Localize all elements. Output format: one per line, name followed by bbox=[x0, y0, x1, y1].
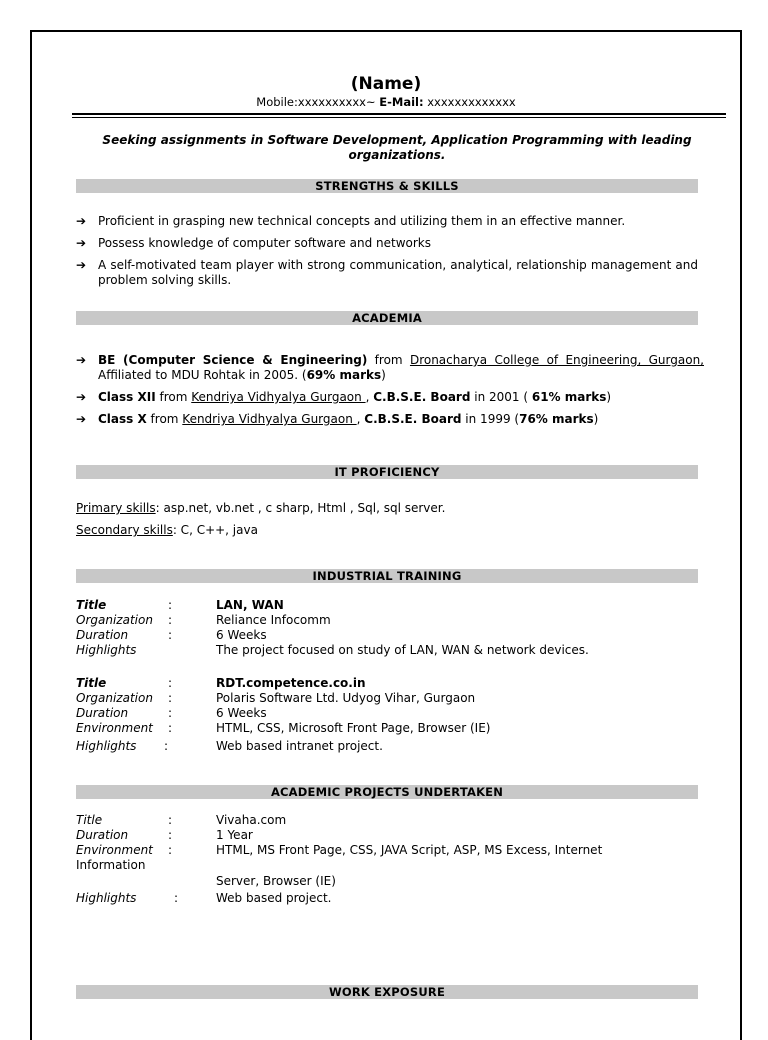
be-entry: BE (Computer Science & Engineering) from Dronacharya College of Engineering, Gurgaon, Affiliated to MDU Rohtak in 2005. (69% marks) bbox=[98, 353, 704, 382]
list-item bbox=[76, 353, 704, 383]
xii-entry: Class XII from Kendriya Vidhyalya Gurgaon , C.B.S.E. Board in 2001 ( 61% marks) bbox=[98, 390, 612, 404]
arrow-icon: ➔ bbox=[76, 412, 87, 426]
section-strengths: STRENGTHS & SKILLS bbox=[76, 179, 698, 193]
x-entry: Class X from Kendriya Vidhyalya Gurgaon , C.B.S.E. Board in 1999 (76% marks) bbox=[98, 412, 599, 426]
secondary-skills: Secondary skills: C, C++, java bbox=[76, 523, 258, 537]
list-item bbox=[76, 214, 698, 229]
list-item bbox=[76, 412, 698, 427]
strength-text: Proficient in grasping new technical concepts and utilizing them in an effective manner. bbox=[98, 214, 626, 228]
arrow-icon: ➔ bbox=[76, 258, 87, 272]
list-item bbox=[76, 258, 698, 288]
arrow-icon: ➔ bbox=[76, 214, 87, 228]
college-link: Dronacharya College of Engineering, Gurgaon, bbox=[409, 353, 704, 367]
list-item bbox=[76, 390, 698, 405]
strength-text: Possess knowledge of computer software and networks bbox=[98, 236, 432, 250]
contact-line bbox=[32, 95, 740, 109]
section-industrial-training: INDUSTRIAL TRAINING bbox=[76, 569, 698, 583]
mobile-value: xxxxxxxxxx~ bbox=[297, 95, 380, 109]
arrow-icon: ➔ bbox=[76, 353, 87, 367]
candidate-name: (Name) bbox=[350, 74, 422, 94]
section-academia: ACADEMIA bbox=[76, 311, 698, 325]
strength-text: A self-motivated team player with strong communication, analytical, relationship management and problem solving skills. bbox=[98, 258, 698, 287]
header-rule-thin bbox=[72, 117, 726, 118]
section-it-proficiency: IT PROFICIENCY bbox=[76, 465, 698, 479]
email-label: E-Mail: bbox=[379, 95, 424, 109]
section-academic-projects: ACADEMIC PROJECTS UNDERTAKEN bbox=[76, 785, 698, 799]
mobile-label: Mobile: bbox=[256, 95, 298, 109]
arrow-icon: ➔ bbox=[76, 236, 87, 250]
primary-skills: Primary skills: asp.net, vb.net , c sharp, Html , Sql, sql server. bbox=[76, 501, 446, 515]
objective: Seeking assignments in Software Development, Application Programming with leading organizations. bbox=[102, 133, 692, 162]
list-item bbox=[76, 236, 698, 251]
header-rule-thick bbox=[72, 113, 726, 115]
section-work-exposure: WORK EXPOSURE bbox=[76, 985, 698, 999]
email-value: xxxxxxxxxxxxx bbox=[423, 95, 516, 109]
arrow-icon: ➔ bbox=[76, 390, 87, 404]
resume-page: (Name) Mobile:xxxxxxxxxx~ E-Mail: xxxxxxxxxxxxx Seeking assignments in Software Development, Application Programming with leading organizations. STRENGTHS & SKILLS ➔ Proficient in grasping new technical concepts and utilizing them in an effective manner. ➔ Possess knowledge of computer software and networks ➔ A self-motivated team player with strong communication, analytical, relationship management and problem solving skills. ACADEMIA ➔ BE (Computer Science & Engineering) from Dronacharya College of Engineering, Gurgaon, Affiliated to MDU Rohtak in 2005. (69% marks) ➔ Class XII from Kendriya Vidhyalya Gurgaon , C.B.S.E. Board in 2001 ( 61% marks) ➔ Class X from Kendriya Vidhyalya Gurgaon , C.B.S.E. Board in 1999 (76% marks) IT PROFICIENCY Primary skills: asp.net, vb.net , c sharp, Html , Sql, sql server. Secondary skills: C, C++, java INDUSTRIAL TRAINING Title : LAN, WAN Organization : Reliance Infocomm Duration : 6 Weeks Highlights The project focused on study of LAN, WAN & network devices. Title : RDT.competence.co.in Organization : Polaris Software Ltd. Udyog Vihar, Gurgaon Duration : 6 Weeks Environment : HTML, CSS, Microsoft Front Page, Browser (IE) Highlights : Web based intranet project. ACADEMIC PROJECTS UNDERTAKEN Title : Vivaha.com Duration : 1 Year Environment : HTML, MS Front Page, CSS, JAVA Script, ASP, MS Excess, Internet Information Server, Browser (IE) Highlights : Web based project. WORK EXPOSURE bbox=[30, 30, 742, 1040]
